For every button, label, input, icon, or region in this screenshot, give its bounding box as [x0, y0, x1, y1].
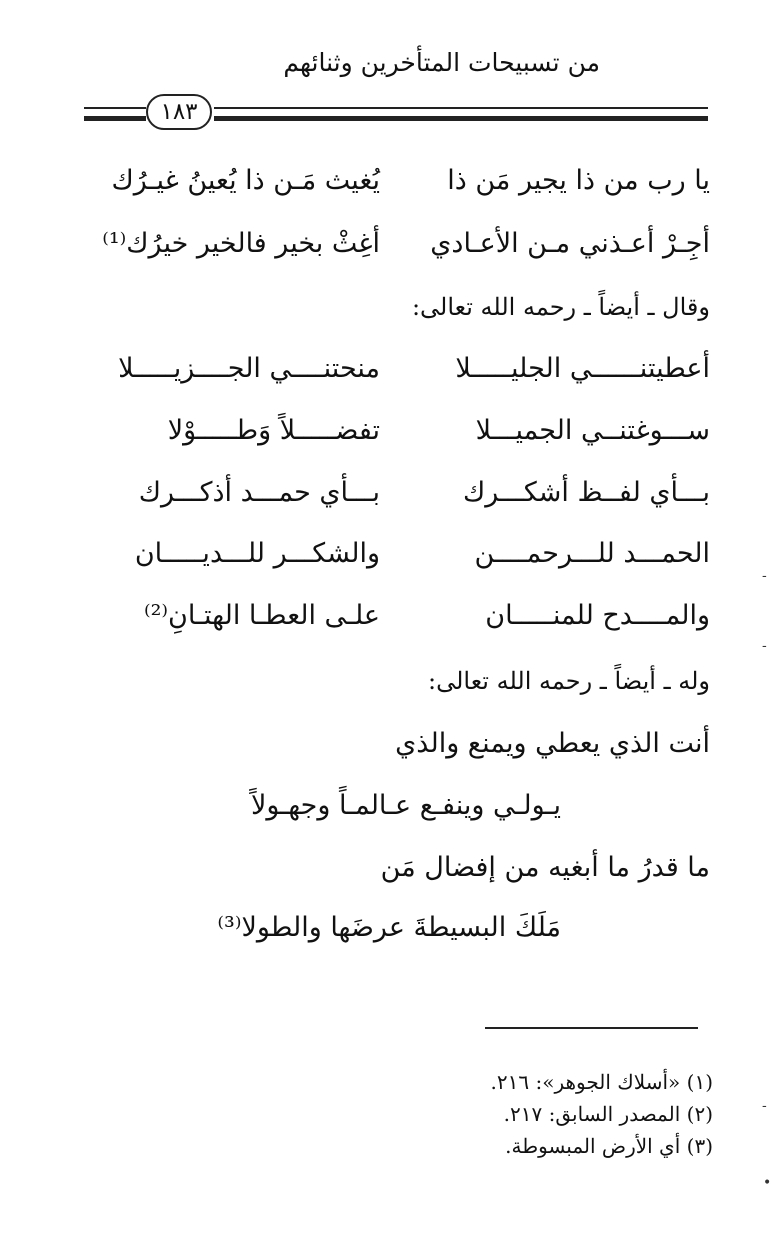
verse-second-hemistich: تفضـــــلاً وَطـــــوْلا [167, 415, 380, 446]
poem-line: ما قدرُ ما أبغيه من إفضال مَن [380, 852, 710, 883]
footnote: (٢) المصدر السابق: ٢١٧. [503, 1102, 713, 1126]
verse-line [80, 477, 710, 517]
poem-introduction: وله ـ أيضاً ـ رحمه الله تعالى: [427, 667, 710, 695]
footnote: (٣) أي الأرض المبسوطة. [505, 1134, 713, 1158]
verse-first-hemistich: الحمـــد للـــرحمــــن [474, 538, 710, 569]
verse-line [80, 415, 710, 455]
running-title: من تسبيحات المتأخرين وثنائهم [283, 48, 600, 77]
margin-tick: - [762, 1098, 767, 1114]
margin-tick: - [762, 568, 767, 584]
header-rule-right [214, 107, 708, 121]
poem-introduction: وقال ـ أيضاً ـ رحمه الله تعالى: [411, 293, 710, 321]
verse-first-hemistich: والمــــدح للمنـــــان [485, 600, 710, 631]
verse-line [80, 600, 710, 640]
margin-tick: - [762, 638, 767, 654]
verse-second-hemistich: أغِثْ بخير فالخير خيرُك⁽¹⁾ [102, 228, 380, 259]
verse-first-hemistich: أجِـرْ أعـذني مـن الأعـادي [430, 228, 710, 259]
footnote: (١) «أسلاك الجوهر»: ٢١٦. [490, 1070, 713, 1094]
verse-line [80, 538, 710, 578]
verse-second-hemistich: والشكـــر للـــديـــــان [134, 538, 380, 569]
poem-line: أنت الذي يعطي ويمنع والذي [395, 728, 710, 759]
verse-first-hemistich: أعطيتنــــــي الجليـــــلا [455, 353, 710, 384]
verse-second-hemistich: يُغيث مَـن ذا يُعينُ غيـرُك [111, 165, 380, 196]
page-number: ١٨٣ [146, 94, 212, 130]
verse-first-hemistich: بـــأي لفــظ أشكـــرك [462, 477, 710, 508]
verse-first-hemistich: يا رب من ذا يجير مَن ذا [447, 165, 710, 196]
poem-line: مَلَكَ البسيطةَ عرضَها والطولا⁽³⁾ [217, 912, 561, 943]
verse-line [80, 228, 710, 268]
verse-line [80, 165, 710, 205]
verse-line [80, 353, 710, 393]
footnote-separator [485, 1027, 698, 1029]
verse-second-hemistich: منحتنــــي الجــــزيـــــلا [118, 353, 380, 384]
verse-second-hemistich: علـى العطـا الهتـانِ⁽²⁾ [143, 600, 380, 631]
verse-first-hemistich: ســـوغتنــي الجميـــلا [475, 415, 710, 446]
poem-line: يـولـي وينفـع عـالمـاً وجهـولاً [250, 790, 561, 821]
margin-dot: • [763, 1175, 771, 1191]
verse-second-hemistich: بـــأي حمـــد أذكـــرك [138, 477, 380, 508]
header-rule-left [84, 107, 146, 121]
